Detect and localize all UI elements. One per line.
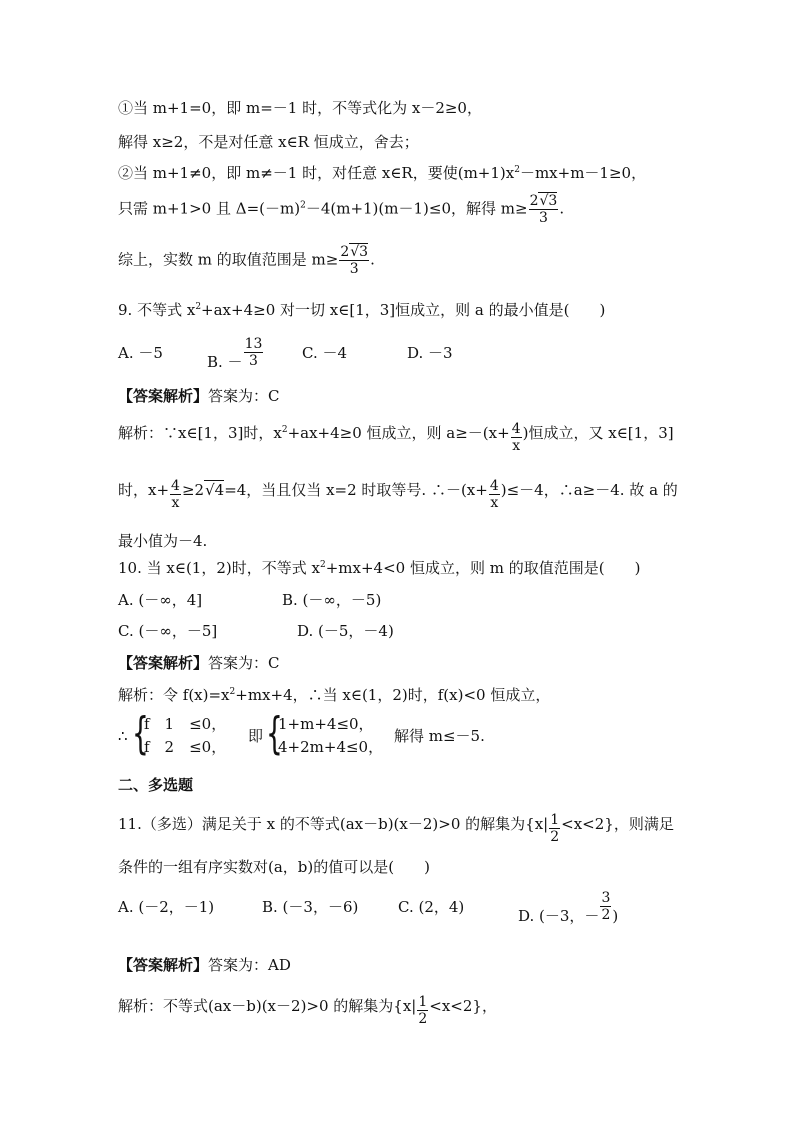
option-c: C. (－∞，－5] (118, 622, 218, 640)
text-line (118, 166, 646, 181)
fraction: $\frac{1}{2}$ (550, 812, 560, 846)
option-c: C. (2，4) (398, 898, 465, 916)
text-line: 综上，实数 m 的取值范围是 m≥ $\frac{2√3}{3}$ . (118, 244, 375, 278)
text-line: 解析：令 $f(x)=x^2+mx+4$，∴当 x∈(1，2)时，f(x)<0 恒成立， (118, 686, 551, 704)
answer-value: 答案为：C (208, 654, 280, 672)
text-line: 时，x+ $\frac{4}{x}$ ≥2√4=4，当且仅当 x=2 时取等号. ∴－(x+ $\frac{4}{x}$ )≤－4，∴a≥－4. 故 a 的 (118, 478, 678, 512)
text-line: 解析：不等式(ax－b)(x－2)>0 的解集为{x| $\frac{1}{2}$ <x<2}， (118, 994, 497, 1028)
option-b: B. (－∞，－5) (282, 591, 382, 609)
text-fragment: －mx+m－1≥0， (519, 164, 647, 182)
superscript: 2 (195, 302, 202, 312)
fraction: $\frac{1}{2}$ (418, 994, 428, 1028)
answer-label: 【答案解析】 (118, 956, 209, 974)
question-10: 10. 当 x∈(1，2)时，不等式 $x^2+mx+4<0$ 恒成立，则 m 的取值范围是( ) (118, 559, 641, 577)
answer-value: 答案为：C (208, 387, 280, 405)
section-heading: 二、多选题 (118, 776, 194, 794)
answer-line (118, 958, 291, 973)
text-line: 只需 m+1>0 且 $\Delta=(-m)^2-4(m+1)(m-1)\le 0$，解得 m≥ $\frac{2√3}{3}$ . (118, 193, 565, 227)
fraction: $\frac{4}{x}$ (511, 421, 521, 455)
option-a: A. (－2，－1) (118, 898, 215, 916)
inequality-system: ∴ { f 1 ≤0， f 2 ≤0， 即 { 1+m+4≤0， 4+2m+4≤0， 解得 m≤－5. (118, 708, 485, 759)
answer-label: 【答案解析】 (118, 387, 209, 405)
option-d: D. －3 (407, 344, 453, 362)
text-line: 解析：∵x∈[1，3]时，$x^2+ax+4\ge 0$ 恒成立，则 a≥－(x+ $\frac{4}{x}$ )恒成立，又 x∈[1，3] (118, 421, 674, 455)
text-line: 最小值为－4. (118, 532, 208, 550)
text-line: 条件的一组有序实数对(a，b)的值可以是( ) (118, 858, 430, 876)
answer-line (118, 389, 280, 404)
option-b: B. － $\frac{13}{3}$ (207, 336, 263, 371)
text-line: ①当 m+1=0，即 m=－1 时，不等式化为 x－2≥0， (118, 99, 482, 117)
question-11: 11.（多选）满足关于 x 的不等式(ax－b)(x－2)>0 的解集为{x| $\frac{1}{2}$ <x<2}，则满足 (118, 812, 674, 846)
option-a: A. －5 (118, 344, 163, 362)
answer-value: 答案为：AD (208, 956, 291, 974)
fraction: $\frac{4}{x}$ (171, 478, 180, 512)
text-fragment: ②当 m+1≠0，即 m≠－1 时，对任意 x∈R，要使(m+1)x (118, 164, 515, 182)
superscript: 2 (300, 200, 306, 211)
text-fragment: 综上，实数 m 的取值范围是 m≥ (118, 250, 339, 269)
text-line: 解得 x≥2，不是对任意 x∈R 恒成立，舍去； (118, 133, 419, 151)
fraction: $\frac{2√3}{3}$ (529, 193, 558, 227)
fraction: $\frac{2√3}{3}$ (340, 244, 369, 278)
question-9: 9. 不等式 $x^2+ax+4\ge 0$ 对一切 x∈[1，3]恒成立，则 a 的最小值是( ) (118, 301, 606, 319)
answer-line (118, 656, 280, 671)
option-d: D. (－5，－4) (297, 622, 394, 640)
fraction: $\frac{4}{x}$ (489, 478, 499, 512)
option-b: B. (－3，－6) (262, 898, 359, 916)
text-fragment: 只需 m+1>0 且 Δ=(－m) (118, 199, 301, 218)
text-fragment: －4(m+1)(m－1)≤0，解得 m≥ (305, 199, 528, 218)
option-a: A. (－∞，4] (118, 591, 203, 609)
option-c: C. －4 (302, 344, 348, 362)
superscript: 2 (514, 165, 520, 175)
answer-label: 【答案解析】 (118, 654, 209, 672)
option-d: D. (－3，－ $\frac{3}{2}$ ) (518, 890, 619, 925)
